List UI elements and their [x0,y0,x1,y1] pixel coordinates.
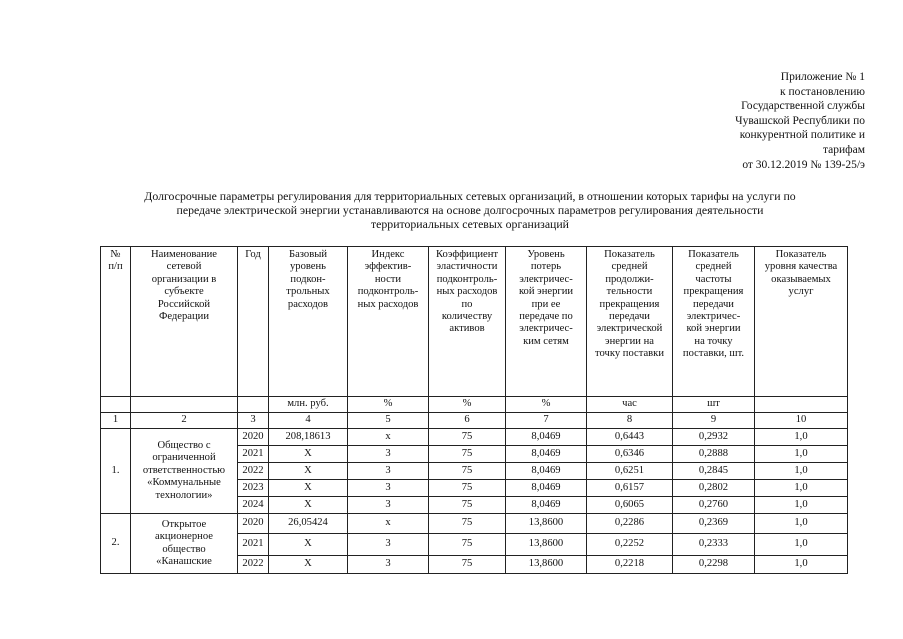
column-header [238,247,269,397]
column-number: 4 [269,413,348,429]
table-cell: 0,6346 [587,446,673,463]
appendix-line: Государственной службы [741,100,865,113]
table-cell: 8,0469 [506,480,587,497]
unit-cell: млн. руб. [269,397,348,413]
column-header [131,247,238,397]
column-header-line: организации в [151,273,217,285]
document-title [60,189,880,231]
table-cell: 75 [429,556,506,574]
column-header-line: эффектив- [364,261,412,273]
column-number: 6 [429,413,506,429]
table-cell: x [348,429,429,446]
column-header-line: электричес- [686,311,741,323]
org-number: 2. [101,514,131,574]
unit-cell: % [348,397,429,413]
column-header-line: Базовый [289,249,327,260]
table-cell: 1,0 [755,497,848,514]
table-cell: 0,6443 [587,429,673,446]
column-header-line: прекращения [683,286,744,298]
table-cell: 13,8600 [506,514,587,534]
unit-cell: час [587,397,673,413]
parameters-table [100,246,848,574]
table-cell: 75 [429,463,506,480]
table-cell: x [348,514,429,534]
table-cell: 0,2333 [673,534,755,556]
column-header-line: потерь [530,261,562,273]
column-header-line: передачи [693,298,734,310]
org-name-line: «Коммунальные [147,477,221,489]
column-header-line: при ее [531,298,561,310]
column-header-line: услуг [788,286,814,298]
column-header-line: Российской [157,298,211,310]
column-header-line: сетевой [166,261,202,273]
column-header-line: п/п [108,261,123,273]
column-header-line: Показатель [775,249,827,260]
table-cell: 0,6065 [587,497,673,514]
column-header-line: подконтроль- [357,286,419,298]
column-header-line: передаче по [519,311,573,323]
org-name [131,514,238,574]
title-line: передаче электрической энергии устанавливаются на основе долгосрочных параметров регулирования деятельности [176,203,764,217]
table-cell: 2021 [238,534,269,556]
column-header-line: Год [245,249,261,260]
table-cell: 0,2845 [673,463,755,480]
column-header-line: Индекс [371,249,405,260]
table-cell: 3 [348,446,429,463]
table-cell: 2020 [238,429,269,446]
table-cell: 75 [429,446,506,463]
column-number: 1 [101,413,131,429]
table-cell: 0,2932 [673,429,755,446]
column-number: 3 [238,413,269,429]
table-cell: 1,0 [755,514,848,534]
table-cell: 208,18613 [269,429,348,446]
table-cell: X [269,534,348,556]
table-cell: 3 [348,463,429,480]
table-cell: 0,2369 [673,514,755,534]
column-header-line: Федерации [158,311,210,323]
table-cell: 0,2888 [673,446,755,463]
column-header-line: эластичности [436,261,498,273]
table-cell: 8,0469 [506,497,587,514]
column-header-line: уровень [289,261,327,273]
column-header-line: Уровень [527,249,565,260]
column-header-line: уровня качества [764,261,838,273]
column-header-line: по [461,298,473,310]
table-cell: X [269,556,348,574]
table-cell: 1,0 [755,480,848,497]
table-cell: 75 [429,514,506,534]
table-cell: 3 [348,480,429,497]
column-header-line: активов [449,323,485,335]
units-row [101,397,848,413]
column-header-line: количеству [441,311,493,323]
column-header [587,247,673,397]
appendix-line: конкурентной политике и [739,129,865,142]
appendix-line: Приложение № 1 [780,71,865,83]
unit-cell: % [429,397,506,413]
org-name-line: общество [162,543,206,555]
column-header-line: кой энергии [686,323,741,335]
appendix-line: тарифам [822,143,865,156]
table-cell: 0,2802 [673,480,755,497]
table-cell: 0,6251 [587,463,673,480]
org-name-line: акционерное [155,531,213,543]
table-cell: 1,0 [755,429,848,446]
appendix-line: Чувашской Республики по [735,114,865,127]
unit-cell [755,397,848,413]
column-header-line: оказываемых [771,273,831,285]
table-cell: 75 [429,497,506,514]
column-header [429,247,506,397]
column-header-line: электричес- [519,273,573,285]
org-name-line: Открытое [161,518,207,530]
title-line: территориальных сетевых организаций [371,217,569,231]
table-cell: 2022 [238,556,269,574]
table-cell: 1,0 [755,534,848,556]
column-header [269,247,348,397]
table-cell: 3 [348,556,429,574]
table-cell: 3 [348,534,429,556]
column-header [506,247,587,397]
table-cell: 1,0 [755,556,848,574]
column-header [348,247,429,397]
column-header-line: кой энергии [518,286,574,298]
column-number: 2 [131,413,238,429]
table-cell: 75 [429,480,506,497]
unit-cell [101,397,131,413]
column-header-line: точку поставки [595,348,664,360]
table-cell: 2023 [238,480,269,497]
appendix-line: от 30.12.2019 № 139-25/э [742,158,865,171]
column-number: 8 [587,413,673,429]
column-header [673,247,755,397]
table-cell: 75 [429,534,506,556]
column-number-row [101,413,848,429]
column-header-line: Наименование [151,249,217,260]
table-cell: 2024 [238,497,269,514]
column-header-line: ных расходов [357,298,419,310]
column-header-line: трольных [286,286,330,298]
column-header-line: прекращения [599,298,660,310]
table-cell: 2021 [238,446,269,463]
unit-cell [131,397,238,413]
org-name-line: Общество с [157,439,211,451]
table-cell: X [269,446,348,463]
unit-cell: шт [673,397,755,413]
table-cell: 13,8600 [506,556,587,574]
table-cell: X [269,497,348,514]
column-header-line: Показатель [604,249,655,260]
column-header-line: ности [374,273,402,285]
column-number: 10 [755,413,848,429]
table-cell: 1,0 [755,463,848,480]
unit-cell [238,397,269,413]
table-cell: 75 [429,429,506,446]
column-number: 5 [348,413,429,429]
table-cell: 3 [348,497,429,514]
column-header-line: электричес- [519,323,573,335]
column-header-line: подконтроль- [436,273,498,285]
table-cell: 0,2298 [673,556,755,574]
table-cell: 8,0469 [506,429,587,446]
table-cell: 1,0 [755,446,848,463]
org-name [131,429,238,514]
column-number: 7 [506,413,587,429]
column-header [101,247,131,397]
table-cell: X [269,463,348,480]
appendix-line: к постановлению [780,85,865,98]
table-cell: 0,6157 [587,480,673,497]
table-cell: 2020 [238,514,269,534]
org-name-line: технологии» [155,489,213,501]
table-cell: 8,0469 [506,446,587,463]
appendix-header [665,70,865,172]
column-header-line: субъекте [164,286,204,298]
column-header-line: Показатель [688,249,739,260]
column-header-line: передачи [609,311,650,323]
column-header [755,247,848,397]
column-header-line: энергии на [605,335,654,347]
title-line: Долгосрочные параметры регулирования для территориальных сетевых организаций, в отношении которых тарифы на услуги по [144,189,796,203]
table-row [101,429,848,446]
column-header-line: на точку [694,335,733,347]
table-cell: X [269,480,348,497]
column-header-line: расходов [287,298,329,310]
column-header-line: № [110,249,121,260]
column-header-line: продолжи- [605,273,654,285]
org-name-line: ответственностью [142,464,226,476]
table-cell: 0,2218 [587,556,673,574]
table-cell: 8,0469 [506,463,587,480]
column-header-line: электрической [596,323,663,335]
column-header-line: тельности [606,286,653,298]
table-cell: 13,8600 [506,534,587,556]
org-name-line: «Канашские [156,555,212,567]
column-header-line: подкон- [290,273,326,285]
column-number: 9 [673,413,755,429]
column-header-line: средней [695,261,732,273]
org-number: 1. [101,429,131,514]
table-row [101,514,848,534]
table-cell: 0,2760 [673,497,755,514]
column-header-line: ким сетям [523,335,569,347]
table-cell: 0,2252 [587,534,673,556]
table-cell: 0,2286 [587,514,673,534]
unit-cell: % [506,397,587,413]
table-header-row [101,247,848,397]
column-header-line: поставки, шт. [682,348,745,360]
org-name-line: ограниченной [152,452,216,464]
column-header-line: Коэффициент [435,249,499,260]
column-header-line: частоты [695,273,732,285]
column-header-line: средней [611,261,648,273]
column-header-line: ных расходов [436,286,498,298]
table-cell: 2022 [238,463,269,480]
table-cell: 26,05424 [269,514,348,534]
